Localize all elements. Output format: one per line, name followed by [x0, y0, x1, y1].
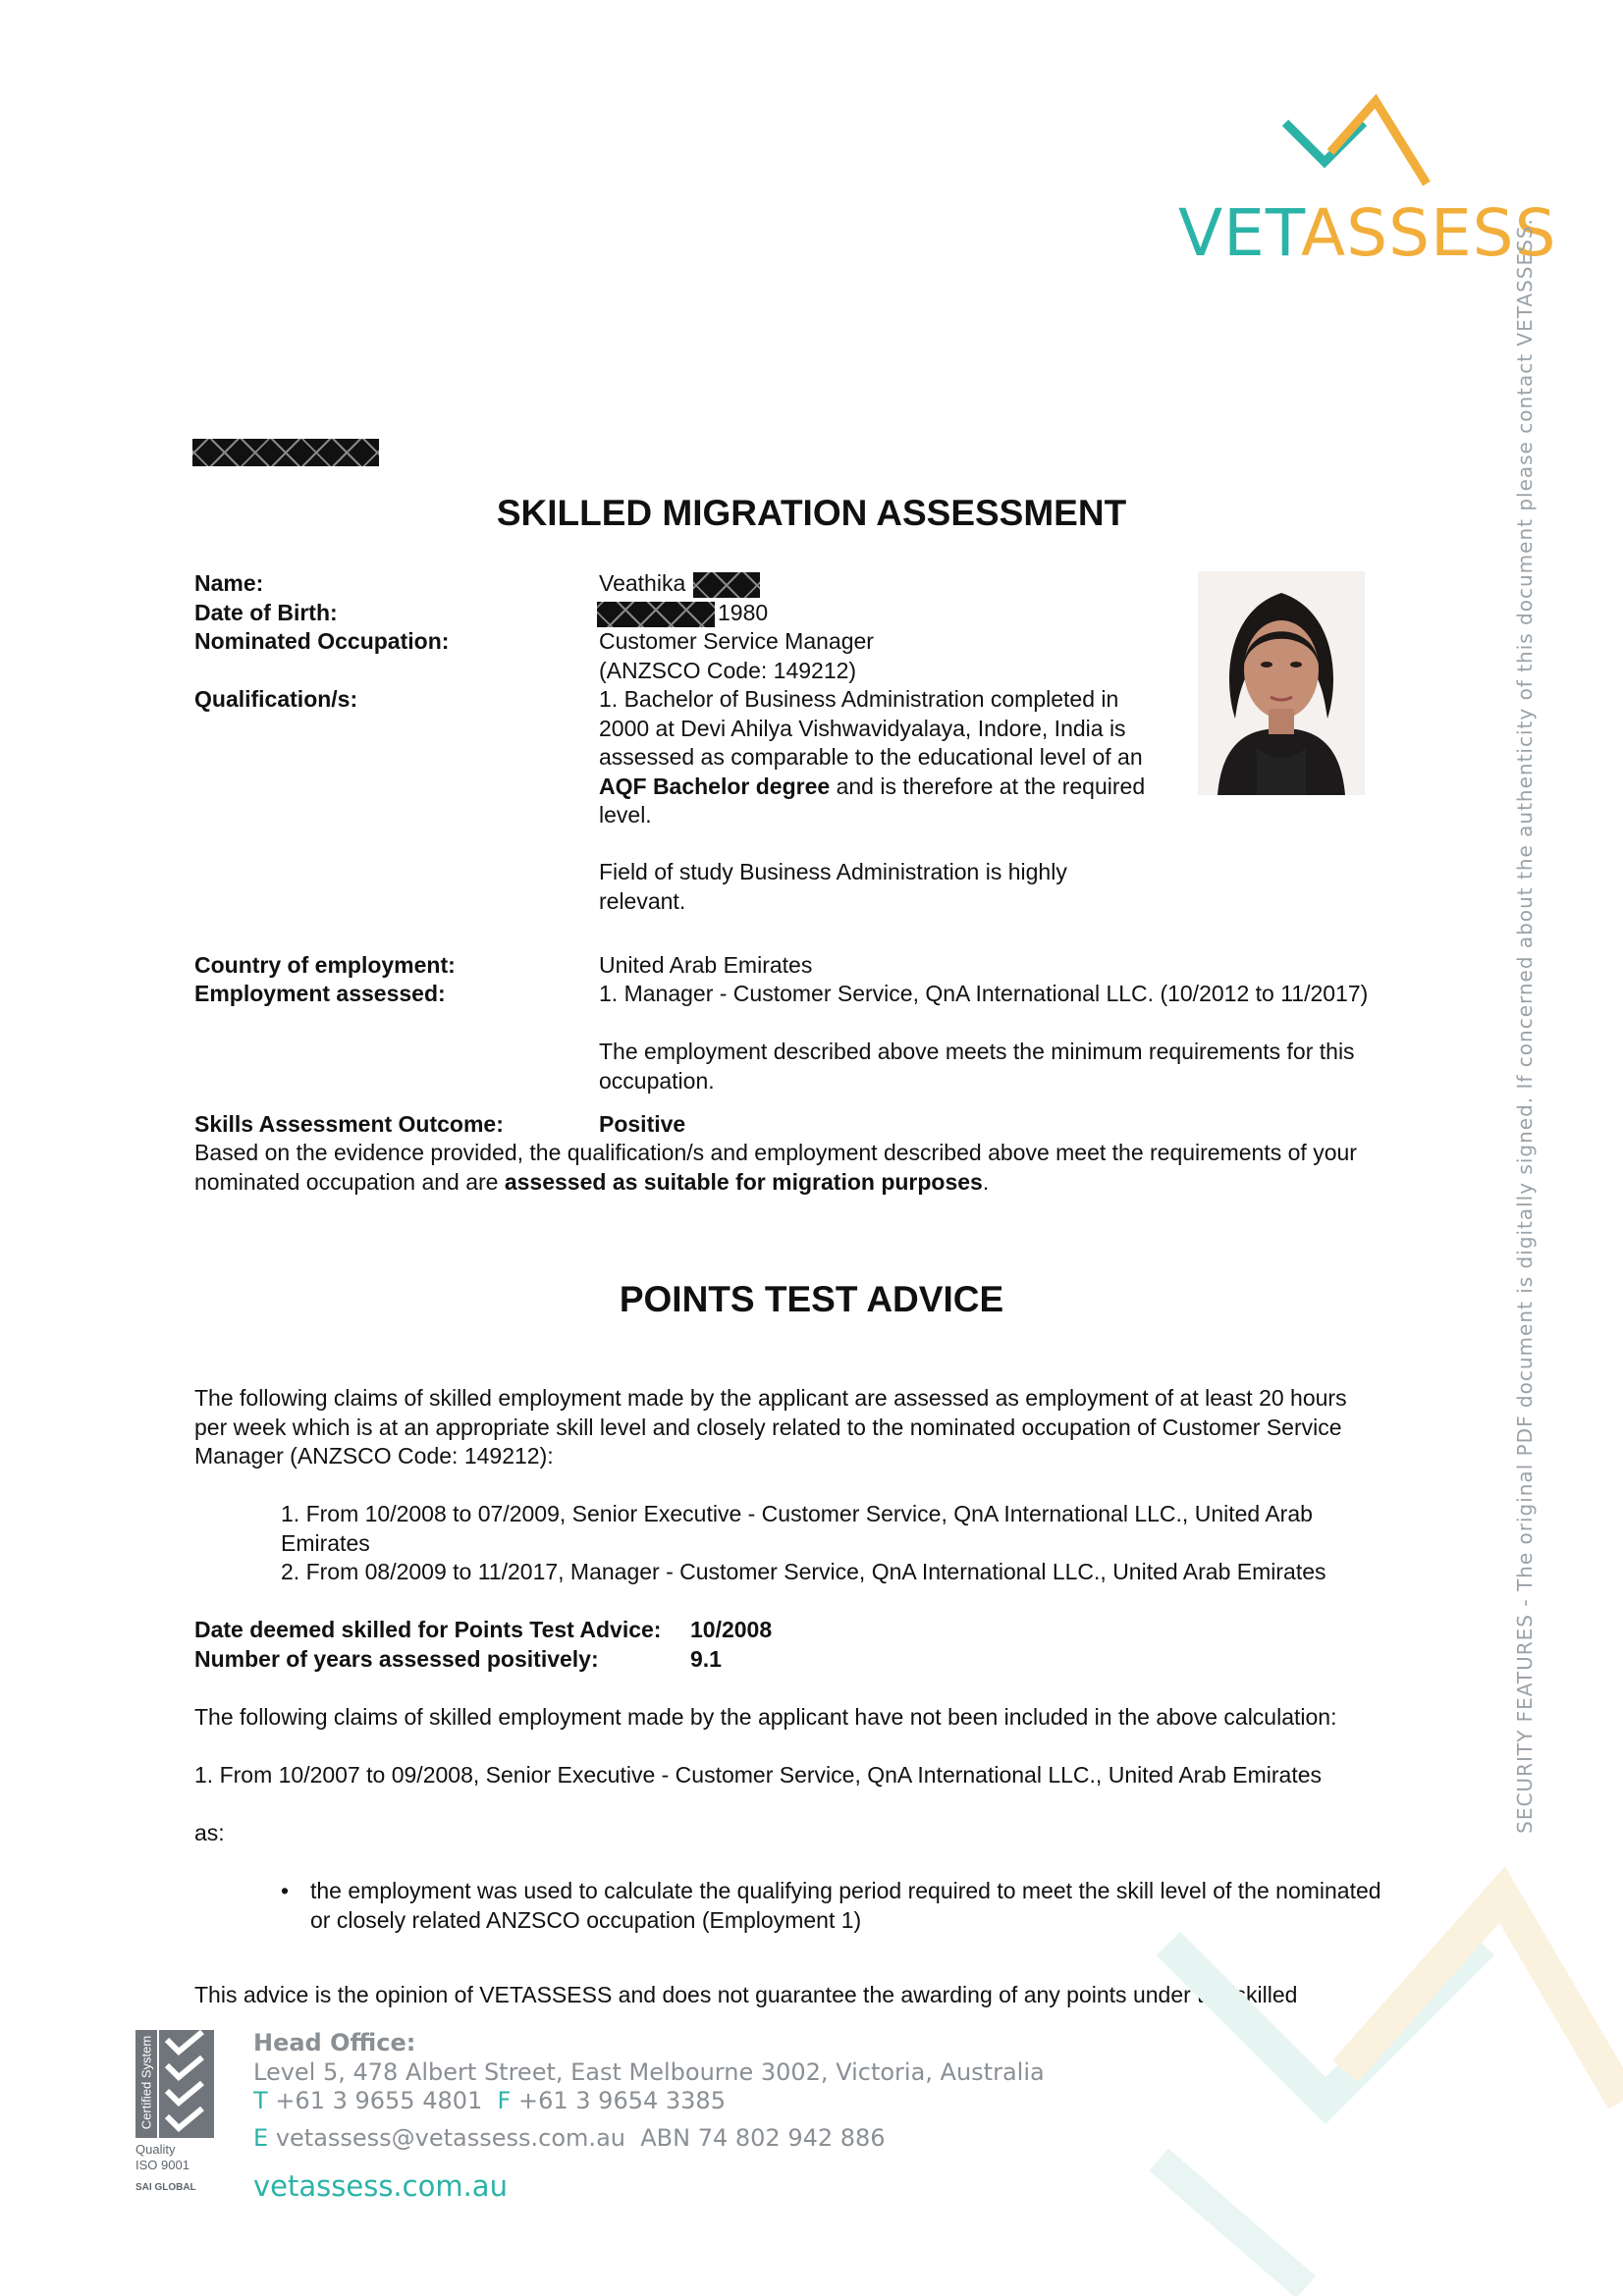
list-item: 1. From 10/2008 to 07/2009, Senior Executive - Customer Service, QnA International LLC., United Arab — [281, 1501, 1313, 1526]
qualification-text: 1. Bachelor of Business Administration completed in 2000 at Devi Ahilya Vishwavidyalaya, Indore, India is assessed as comparable to the educational level of an AQF Bachelor degree and is therefore at the required level. — [599, 686, 1146, 828]
dob-year: 1980 — [718, 600, 769, 625]
employment-note: The employment described above meets the minimum requirements for this occupation. — [599, 1039, 1355, 1094]
years-label: Number of years assessed positively: — [194, 1646, 599, 1672]
website-link[interactable]: vetassess.com.au — [253, 2169, 508, 2203]
list-item: 2. From 08/2009 to 11/2017, Manager - Customer Service, QnA International LLC., United Arab Emirates — [281, 1559, 1326, 1585]
assessment-title: SKILLED MIGRATION ASSESSMENT — [496, 493, 1127, 533]
name-value: Veathika — [599, 570, 686, 596]
badge-sai: SAI GLOBAL — [135, 2182, 196, 2193]
points-intro: The following claims of skilled employment made by the applicant are assessed as employment of at least 20 hours per week which is at an appropriate skill level and closely related to the nominated occupation of Customer Service Manager (ANZSCO Code: 149212): — [194, 1385, 1347, 1469]
qualification-label: Qualification/s: — [194, 686, 358, 712]
certified-system-label: Certified System — [138, 2035, 154, 2130]
occupation-code: (ANZSCO Code: 149212) — [599, 658, 857, 683]
applicant-photo — [1198, 571, 1365, 795]
redacted-dob — [597, 602, 715, 627]
dob-label: Date of Birth: — [194, 600, 338, 625]
as-label: as: — [194, 1820, 225, 1845]
email-link[interactable]: vetassess@vetassess.com.au — [275, 2124, 625, 2152]
badge-iso: ISO 9001 — [135, 2158, 189, 2172]
outcome-value: Positive — [599, 1111, 686, 1137]
vetassess-logo-text: VETASSESS — [1178, 195, 1557, 271]
phone-fax: T +61 3 9655 4801 F +61 3 9654 3385 — [253, 2087, 726, 2114]
aqf-level: AQF Bachelor degree — [599, 773, 831, 799]
outcome-text: Based on the evidence provided, the qualification/s and employment described above meet the requirements of your nominated occupation and are assessed as suitable for migration purposes. — [194, 1140, 1357, 1195]
date-skilled-label: Date deemed skilled for Points Test Advice: — [194, 1617, 662, 1642]
background-logo-watermark — [1149, 1826, 1623, 2296]
outcome-label: Skills Assessment Outcome: — [194, 1111, 504, 1137]
occupation-value: Customer Service Manager — [599, 628, 874, 654]
excluded-item: 1. From 10/2007 to 09/2008, Senior Executive - Customer Service, QnA International LLC., United Arab Emirates — [194, 1762, 1323, 1788]
head-office-label: Head Office: — [253, 2029, 416, 2056]
years-value: 9.1 — [690, 1646, 722, 1672]
field-of-study: Field of study Business Administration is highly relevant. — [599, 859, 1067, 914]
points-title: POINTS TEST ADVICE — [619, 1279, 1004, 1319]
excluded-intro: The following claims of skilled employment made by the applicant have not been included in the above calculation: — [194, 1704, 1337, 1730]
advice-text: This advice is the opinion of VETASSESS and does not guarantee the awarding of any points under the skilled — [194, 1982, 1298, 2007]
employment-label: Employment assessed: — [194, 981, 446, 1006]
iso-certification-badge — [135, 2030, 214, 2202]
country-value: United Arab Emirates — [599, 952, 813, 978]
email-abn: E vetassess@vetassess.com.au ABN 74 802 942 886 — [253, 2124, 886, 2152]
employment-value: 1. Manager - Customer Service, QnA International LLC. (10/2012 to 11/2017) — [599, 981, 1369, 1006]
list-item: • the employment was used to calculate the qualifying period required to meet the skill level of the nominated or closely related ANZSCO occupation (Employment 1) — [281, 1877, 1459, 1935]
vetassess-logo-mark — [1281, 93, 1438, 201]
country-label: Country of employment: — [194, 952, 456, 978]
occupation-label: Nominated Occupation: — [194, 628, 450, 654]
redacted-reference — [192, 439, 379, 466]
name-label: Name: — [194, 570, 264, 596]
points-claims-list: 1. From 10/2008 to 07/2009, Senior Executive - Customer Service, QnA International LLC., United Arab Emirates 2. From 08/2009 to 11/2017, Manager - Customer Service, QnA International LLC., United Arab Emirates — [281, 1500, 1326, 1587]
date-skilled-value: 10/2008 — [690, 1617, 773, 1642]
badge-quality: Quality — [135, 2142, 176, 2157]
redacted-surname — [693, 572, 760, 598]
security-watermark: SECURITY FEATURES - The original PDF document is digitally signed. If concerned about the authenticity of this document please contact VETASSESS. — [1513, 218, 1537, 1834]
address: Level 5, 478 Albert Street, East Melbourne 3002, Victoria, Australia — [253, 2058, 1045, 2086]
